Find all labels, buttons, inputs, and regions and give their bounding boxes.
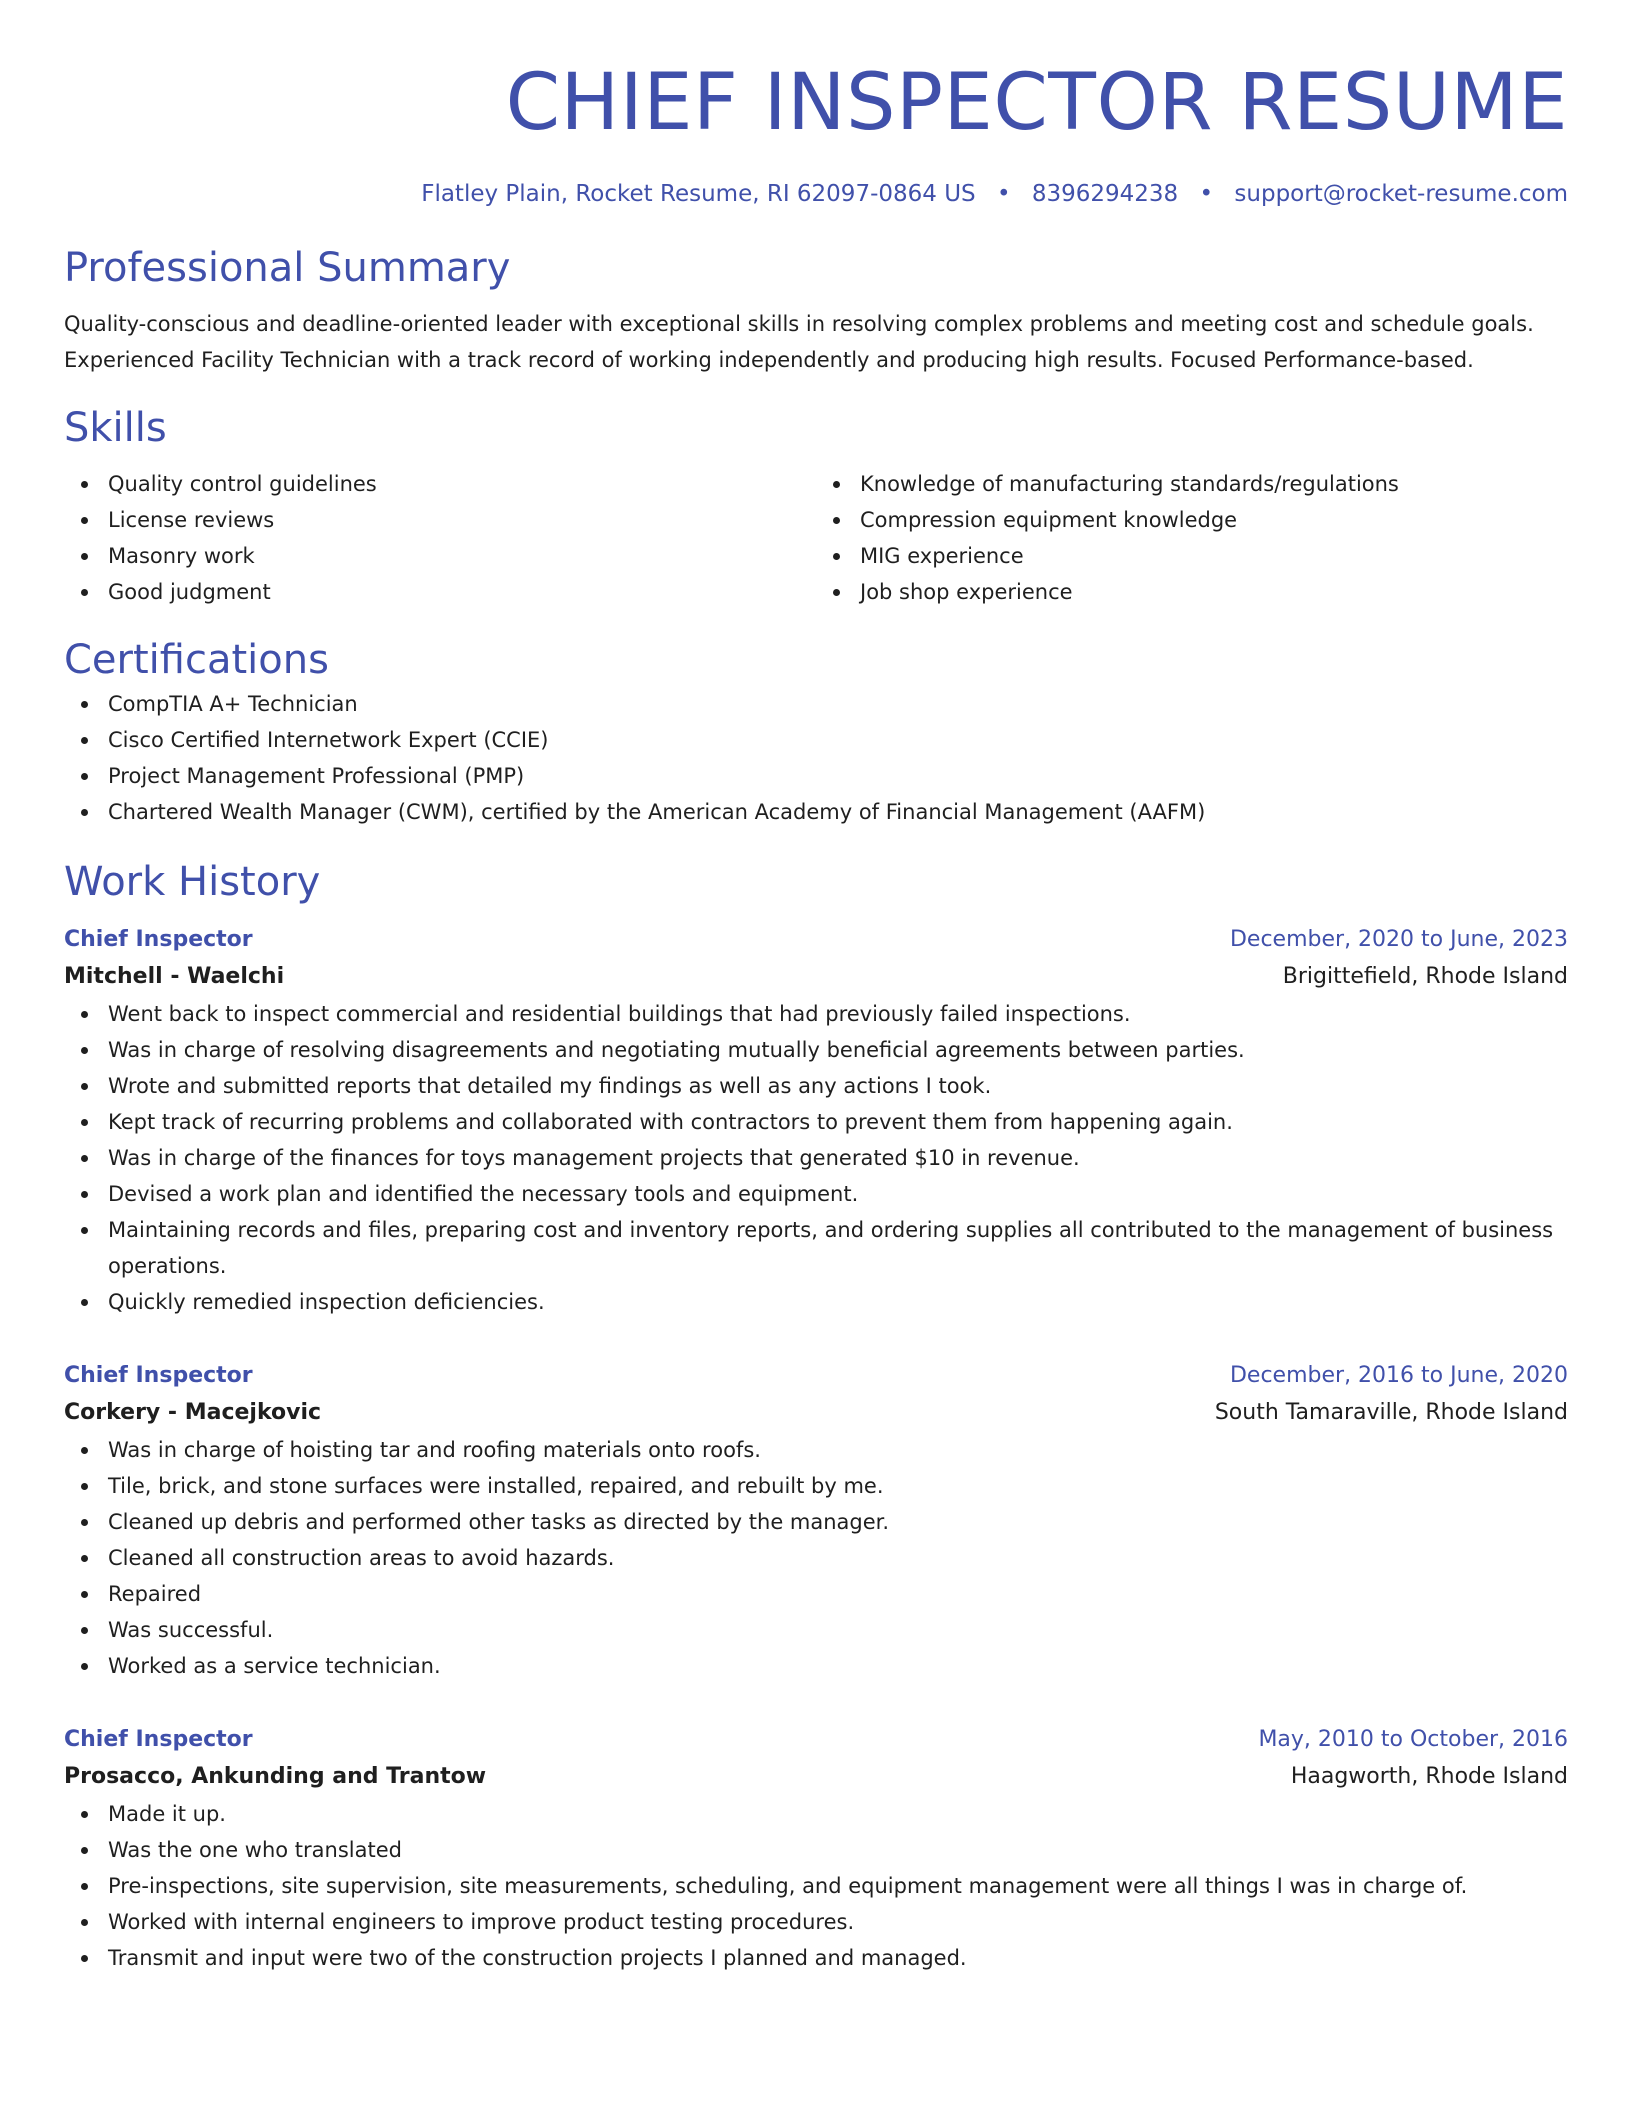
- job-duty-item: Repaired: [64, 1576, 1568, 1612]
- job-duty-item: Went back to inspect commercial and residential buildings that had previously failed inspections.: [64, 996, 1568, 1032]
- job-company: Corkery - Macejkovic: [64, 1400, 322, 1425]
- job-duties-list: [64, 1432, 1568, 1684]
- job-duty-item: Was successful.: [64, 1612, 1568, 1648]
- certifications-list: [64, 686, 1568, 830]
- certification-item: Chartered Wealth Manager (CWM), certified by the American Academy of Financial Management (AAFM): [64, 794, 1568, 830]
- job-duty-item: Quickly remedied inspection deficiencies.: [64, 1284, 1568, 1320]
- certification-item: Project Management Professional (PMP): [64, 758, 1568, 794]
- job-company-row: [64, 958, 1568, 996]
- job-entry: [64, 922, 1568, 1320]
- job-entry: [64, 1358, 1568, 1684]
- job-title-row: [64, 922, 1568, 958]
- job-entry: [64, 1722, 1568, 1976]
- job-duty-item: Tile, brick, and stone surfaces were installed, repaired, and rebuilt by me.: [64, 1468, 1568, 1504]
- job-location: South Tamaraville, Rhode Island: [1214, 1400, 1568, 1425]
- job-dates: December, 2020 to June, 2023: [1229, 927, 1568, 952]
- job-duty-item: Was the one who translated: [64, 1832, 1568, 1868]
- skills-column-right: [816, 466, 1568, 610]
- contact-separator: •: [996, 181, 1011, 207]
- job-company-row: [64, 1758, 1568, 1796]
- job-duty-item: Worked as a service technician.: [64, 1648, 1568, 1684]
- job-title: Chief Inspector: [64, 1727, 253, 1752]
- skill-item: Good judgment: [64, 574, 816, 610]
- job-title-row: [64, 1358, 1568, 1394]
- job-duty-item: Was in charge of the finances for toys management projects that generated $10 in revenue.: [64, 1140, 1568, 1176]
- job-duty-item: Made it up.: [64, 1796, 1568, 1832]
- job-location: Brigittefield, Rhode Island: [1282, 964, 1568, 989]
- job-company: Mitchell - Waelchi: [64, 964, 285, 989]
- job-company-row: [64, 1394, 1568, 1432]
- certification-item: CompTIA A+ Technician: [64, 686, 1568, 722]
- job-dates: May, 2010 to October, 2016: [1258, 1727, 1568, 1752]
- job-duty-item: Was in charge of resolving disagreements and negotiating mutually beneficial agreements between parties.: [64, 1032, 1568, 1068]
- job-duty-item: Devised a work plan and identified the necessary tools and equipment.: [64, 1176, 1568, 1212]
- summary-heading: Professional Summary: [64, 245, 511, 291]
- work-history-section: [64, 856, 1568, 1976]
- job-location: Haagworth, Rhode Island: [1290, 1764, 1568, 1789]
- summary-section: [64, 242, 1568, 378]
- skill-item: MIG experience: [816, 538, 1568, 574]
- skills-heading: Skills: [64, 405, 167, 451]
- certifications-heading: Certifications: [64, 637, 329, 683]
- contact-line: [64, 178, 1568, 210]
- job-title: Chief Inspector: [64, 1363, 253, 1388]
- skills-column-left: [64, 466, 816, 610]
- certification-item: Cisco Certified Internetwork Expert (CCIE): [64, 722, 1568, 758]
- summary-text: Quality-conscious and deadline-oriented leader with exceptional skills in resolving complex problems and meeting cost and schedule goals. Experienced Facility Technician with a track record of working independently and producing high results. Focused Performance-based.: [64, 312, 1534, 372]
- skills-list-right: [816, 466, 1568, 610]
- job-duty-item: Cleaned all construction areas to avoid hazards.: [64, 1540, 1568, 1576]
- job-title-row: [64, 1722, 1568, 1758]
- skill-item: Knowledge of manufacturing standards/regulations: [816, 466, 1568, 502]
- resume-title: CHIEF INSPECTOR RESUME: [505, 58, 1568, 148]
- job-duties-list: [64, 996, 1568, 1320]
- work-history-heading: Work History: [64, 859, 321, 905]
- job-duty-item: Worked with internal engineers to improve product testing procedures.: [64, 1904, 1568, 1940]
- job-duties-list: [64, 1796, 1568, 1976]
- job-duty-item: Kept track of recurring problems and collaborated with contractors to prevent them from happening again.: [64, 1104, 1568, 1140]
- skill-item: Masonry work: [64, 538, 816, 574]
- skill-item: Compression equipment knowledge: [816, 502, 1568, 538]
- job-duty-item: Transmit and input were two of the construction projects I planned and managed.: [64, 1940, 1568, 1976]
- skill-item: Quality control guidelines: [64, 466, 816, 502]
- contact-address: Flatley Plain, Rocket Resume, RI 62097-0864 US: [421, 181, 976, 207]
- resume-header: [64, 0, 1568, 210]
- job-duty-item: Wrote and submitted reports that detailed my findings as well as any actions I took.: [64, 1068, 1568, 1104]
- skill-item: License reviews: [64, 502, 816, 538]
- job-duty-item: Cleaned up debris and performed other tasks as directed by the manager.: [64, 1504, 1568, 1540]
- contact-email: support@rocket-resume.com: [1234, 181, 1568, 207]
- job-duty-item: Was in charge of hoisting tar and roofing materials onto roofs.: [64, 1432, 1568, 1468]
- skills-section: [64, 402, 1568, 610]
- job-dates: December, 2016 to June, 2020: [1229, 1363, 1568, 1388]
- skill-item: Job shop experience: [816, 574, 1568, 610]
- job-duty-item: Maintaining records and files, preparing cost and inventory reports, and ordering supplies all contributed to the management of business operations.: [64, 1212, 1568, 1284]
- certifications-section: [64, 634, 1568, 830]
- job-duty-item: Pre-inspections, site supervision, site measurements, scheduling, and equipment management were all things I was in charge of.: [64, 1868, 1568, 1904]
- skills-grid: [64, 466, 1568, 610]
- job-company: Prosacco, Ankunding and Trantow: [64, 1764, 487, 1789]
- contact-phone: 8396294238: [1031, 181, 1179, 207]
- job-title: Chief Inspector: [64, 927, 253, 952]
- contact-separator: •: [1199, 181, 1214, 207]
- skills-list-left: [64, 466, 816, 610]
